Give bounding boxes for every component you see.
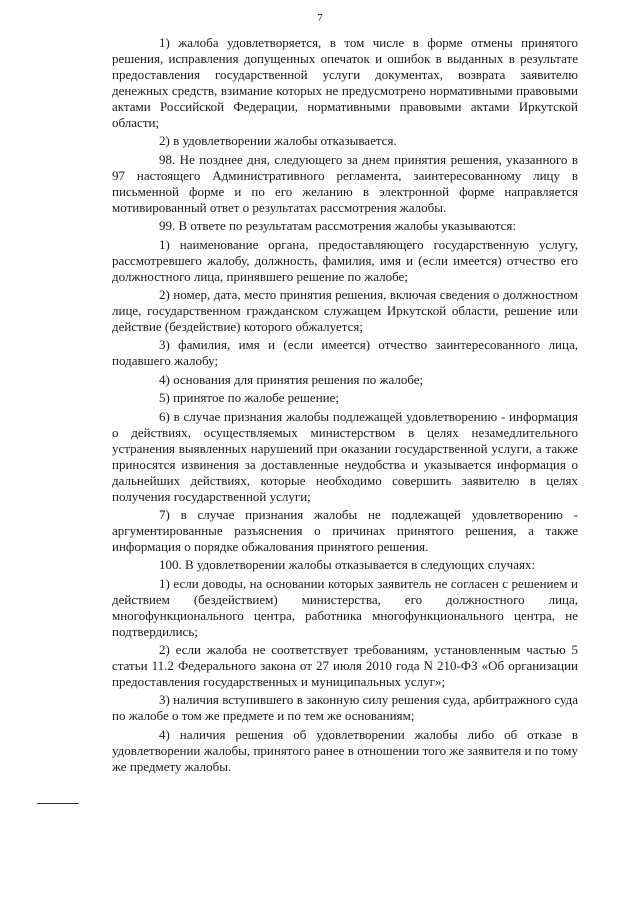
paragraph-99-item-6: 6) в случае признания жалобы подлежащей удовлетворению - информация о действиях, осуществляемых министерством в целях незамедлительного устранения выявленных нарушений при оказании государственной услуги, а также приносятся извинения за доставленные неудобства и указывается информация о дальнейших действиях, которые необходимо совершить заявителю в целях получения государственной услуги; bbox=[112, 408, 578, 504]
paragraph-100: 100. В удовлетворении жалобы отказывается в следующих случаях: bbox=[159, 557, 536, 573]
paragraph-100-item-4: 4) наличия решения об удовлетворении жалобы либо об отказе в удовлетворении жалобы, принятого ранее в отношении того же заявителя и по тому же предмету жалобы. bbox=[112, 726, 578, 774]
paragraph-99-item-4: 4) основания для принятия решения по жалобе; bbox=[159, 371, 424, 387]
paragraph-99-item-2: 2) номер, дата, место принятия решения, включая сведения о должностном лице, государственном гражданском служащем Иркутской области, решение или действие (бездействие) которого обжалуется; bbox=[112, 286, 578, 334]
page-number: 7 bbox=[317, 12, 323, 24]
paragraph-100-item-2: 2) если жалоба не соответствует требованиям, установленным частью 5 статьи 11.2 Федерального закона от 27 июля 2010 года N 210-ФЗ «Об организации предоставления государственных и муниципальных услуг»; bbox=[112, 642, 578, 690]
paragraph-97-item-2: 2) в удовлетворении жалобы отказывается. bbox=[159, 133, 397, 149]
paragraph-99-item-1: 1) наименование органа, предоставляющего государственную услугу, рассмотревшего жалобу, должность, фамилия, имя и (если имеется) отчество его должностного лица, принявшего решение по жалобе; bbox=[112, 236, 578, 284]
footnote-divider bbox=[37, 803, 79, 804]
paragraph-97-item-1: 1) жалоба удовлетворяется, в том числе в форме отмены принятого решения, исправления допущенных опечаток и ошибок в выданных в результате предоставления государственной услуги документах, возврата заявителю денежных средств, взимание которых не предусмотрено нормативными правовыми актами Российской Федерации, нормативными правовыми актами Иркутской области; bbox=[112, 35, 578, 130]
document-body bbox=[112, 35, 578, 777]
paragraph-99: 99. В ответе по результатам рассмотрения жалобы указываются: bbox=[159, 218, 516, 234]
paragraph-100-item-1: 1) если доводы, на основании которых заявитель не согласен с решением и действием (бездействием) министерства, его должностного лица, многофункционального центра, работника многофункционального центра, не подтвердились; bbox=[112, 575, 578, 639]
paragraph-99-item-3: 3) фамилия, имя и (если имеется) отчество заинтересованного лица, подавшего жалобу; bbox=[112, 337, 578, 369]
paragraph-99-item-5: 5) принятое по жалобе решение; bbox=[159, 390, 339, 406]
paragraph-98: 98. Не позднее дня, следующего за днем принятия решения, указанного в 97 настоящего Административного регламента, заинтересованному лицу в письменной форме и по его желанию в электронной форме направляется мотивированный ответ о результатах рассмотрения жалобы. bbox=[112, 151, 578, 215]
paragraph-100-item-3: 3) наличия вступившего в законную силу решения суда, арбитражного суда по жалобе о том же предмете и по тем же основаниям; bbox=[112, 692, 578, 724]
paragraph-99-item-7: 7) в случае признания жалобы не подлежащей удовлетворению - аргументированные разъяснения о причинах принятого решения, а также информация о порядке обжалования принятого решения. bbox=[112, 506, 578, 554]
